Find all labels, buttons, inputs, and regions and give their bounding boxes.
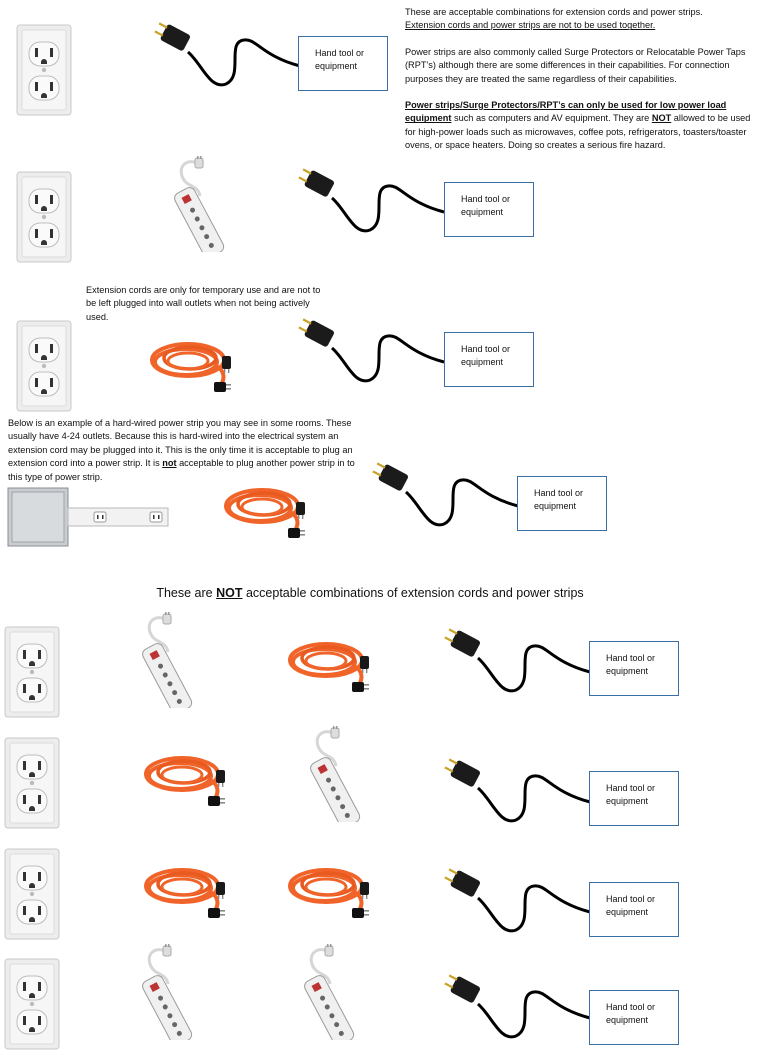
- equipment-label: Hand tool or equipment: [606, 653, 656, 676]
- heading-post: acceptable combinations of extension cords and power strips: [242, 586, 584, 600]
- extension-cord-icon: [140, 744, 236, 808]
- equipment-label: Hand tool or equipment: [606, 1002, 656, 1025]
- power-strip-icon: [160, 156, 230, 252]
- equipment-label: Hand tool or equipment: [606, 894, 656, 917]
- wall-outlet-icon: [4, 958, 60, 1050]
- equipment-box: [589, 990, 679, 1045]
- power-strip-aka: Power strips are also commonly called Surge Protectors or Relocatable Power Taps (RPT’s) although there are some differences in their capabilities. For connection purposes they are treated the same regardless of their capabilities.: [405, 46, 746, 84]
- plug-cord-icon: [296, 166, 446, 242]
- plug-cord-icon: [370, 460, 520, 536]
- not-emphasis: NOT: [216, 586, 243, 600]
- equipment-box: [589, 641, 679, 696]
- equipment-box: [589, 882, 679, 937]
- not-emphasis: not: [162, 458, 177, 469]
- extension-cord-icon: [220, 476, 316, 540]
- equipment-box: [444, 182, 534, 237]
- extension-cord-icon: [146, 330, 242, 394]
- hardwired-part-2: acceptable to plug another power strip in to this type of power strip.: [8, 458, 355, 482]
- equipment-box: [517, 476, 607, 531]
- power-strip-icon: [290, 944, 360, 1040]
- low-power-paragraph: [405, 99, 761, 153]
- extension-note: Extension cords are only for temporary use and are not to be left plugged into wall outlets when not being actively used.: [86, 285, 321, 322]
- power-strip-icon: [128, 612, 198, 708]
- extension-cord-icon: [140, 856, 236, 920]
- intro-line-2: Extension cords and power strips are not to be used together.: [405, 20, 656, 31]
- extension-cord-icon: [284, 856, 380, 920]
- heading-pre: These are: [156, 586, 217, 600]
- intro-line-1: These are acceptable combinations for extension cords and power strips.: [405, 7, 703, 17]
- wall-outlet-icon: [16, 171, 72, 263]
- equipment-box: [444, 332, 534, 387]
- wall-outlet-icon: [4, 737, 60, 829]
- equipment-label: Hand tool or equipment: [606, 783, 656, 806]
- plug-cord-icon: [442, 972, 592, 1048]
- equipment-label: Hand tool or equipment: [315, 48, 365, 71]
- not-emphasis: NOT: [651, 113, 672, 124]
- power-strip-icon: [128, 944, 198, 1040]
- wall-outlet-icon: [4, 626, 60, 718]
- equipment-label: Hand tool or equipment: [461, 344, 511, 367]
- hardwired-note: [8, 417, 368, 484]
- hardwired-power-strip-icon: [8, 486, 168, 550]
- plug-cord-icon: [442, 626, 592, 702]
- equipment-box: [298, 36, 388, 91]
- low-power-rest-1: such as computers and AV equipment. They are: [451, 113, 652, 124]
- wall-outlet-icon: [4, 848, 60, 940]
- acceptable-intro: [405, 6, 761, 153]
- plug-cord-icon: [442, 866, 592, 942]
- plug-cord-icon: [442, 756, 592, 832]
- equipment-box: [589, 771, 679, 826]
- plug-cord-icon: [152, 20, 302, 96]
- low-power-label: Power strips/Surge Protectors/RPT’s can only be used for low power load equipment: [405, 100, 727, 124]
- equipment-label: Hand tool or equipment: [461, 194, 511, 217]
- power-strip-icon: [296, 726, 366, 822]
- hardwired-part-1: Below is an example of a hard-wired power strip you may see in some rooms. These usually have 4-24 outlets. Because this is hard-wired into the electrical system an extension cord may be plugged into it. This is the only time it is acceptable to plug an extension cord into a power strip. It is: [8, 418, 353, 469]
- not-acceptable-heading: [0, 586, 740, 600]
- wall-outlet-icon: [16, 24, 72, 116]
- equipment-label: Hand tool or equipment: [534, 488, 584, 511]
- plug-cord-icon: [296, 316, 446, 392]
- extension-cord-icon: [284, 630, 380, 694]
- wall-outlet-icon: [16, 320, 72, 412]
- low-power-rest-2: allowed to be used for high-power loads such as microwaves, coffee pots, refrigerators, toasters/toaster ovens, or space heaters. Doing so creates a serious fire hazard.: [405, 113, 751, 151]
